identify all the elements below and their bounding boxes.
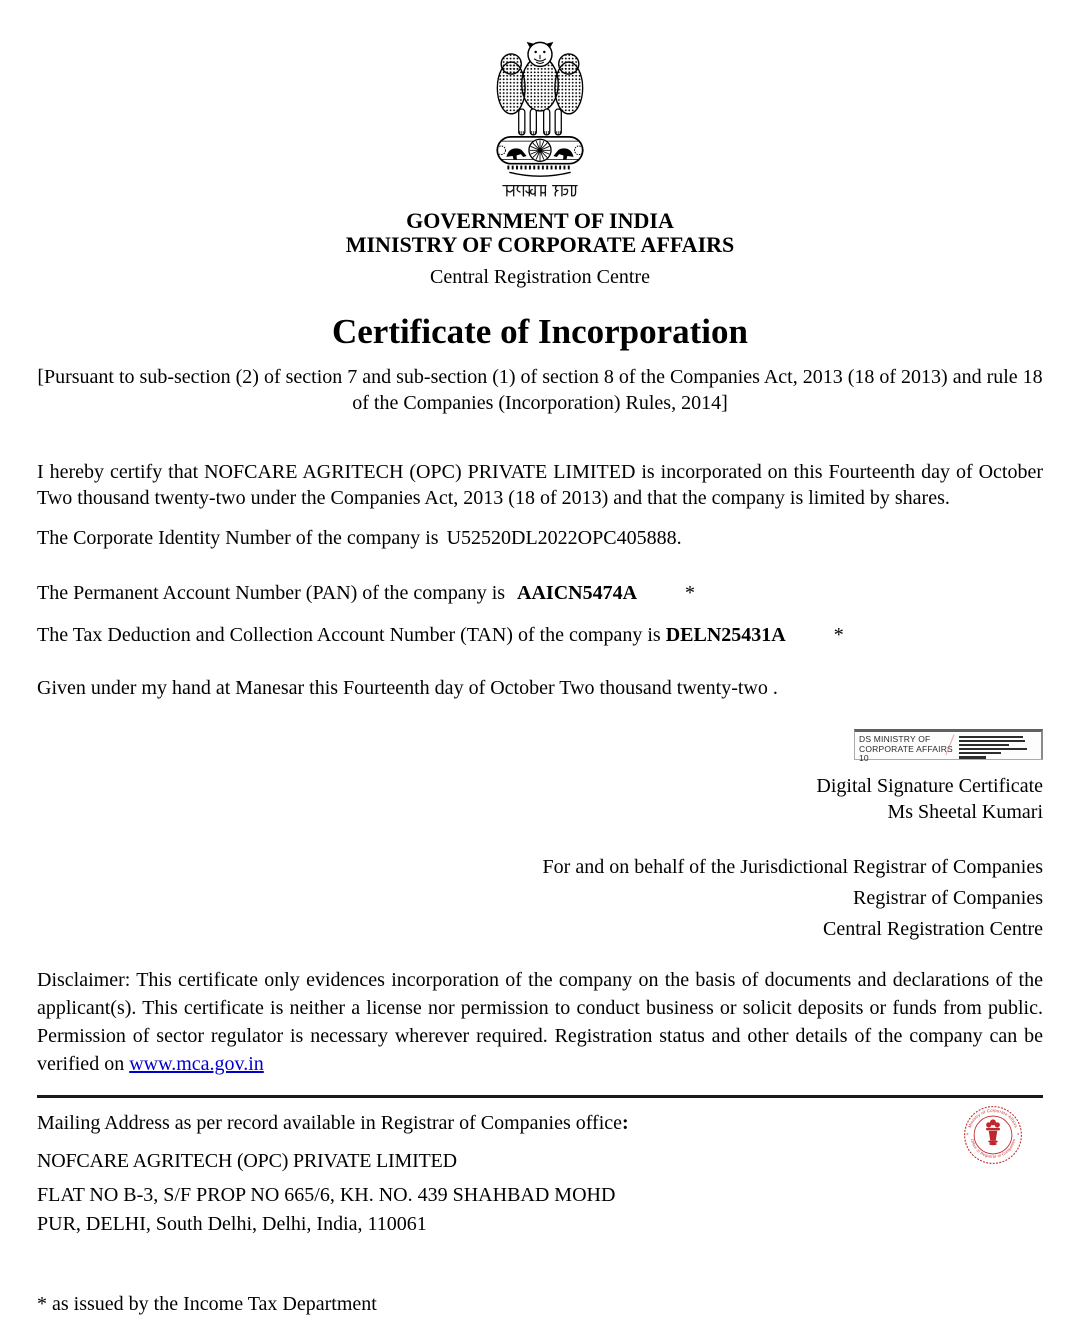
mailing-address-heading: Mailing Address as per record available in Registrar of Companies office: bbox=[37, 1112, 629, 1134]
seal-star-right: * bbox=[1016, 1133, 1020, 1139]
pan-label: The Permanent Account Number (PAN) of the company is bbox=[37, 581, 506, 604]
tan-line bbox=[37, 623, 1043, 649]
given-under-hand-line: Given under my hand at Manesar this Fourteenth day of October Two thousand twenty-two . bbox=[37, 676, 778, 699]
ds-box-fineprint bbox=[959, 732, 1041, 759]
mca-link[interactable]: www.mca.gov.in bbox=[129, 1053, 264, 1075]
certify-paragraph: I hereby certify that NOFCARE AGRITECH (OPC) PRIVATE LIMITED is incorporated on this Fourteenth day of October Two thousand twenty-two under the Companies Act, 2013 (18 of 2013) and that the company is limited by shares. bbox=[37, 461, 1043, 509]
company-name: NOFCARE AGRITECH (OPC) PRIVATE LIMITED bbox=[37, 1150, 457, 1172]
pan-value: AAICN5474A bbox=[517, 581, 638, 604]
cin-value: U52520DL2022OPC405888. bbox=[446, 527, 682, 549]
ministry-heading: MINISTRY OF CORPORATE AFFAIRS bbox=[345, 232, 735, 257]
heading-colon: : bbox=[622, 1112, 629, 1134]
signer-name: Ms Sheetal Kumari bbox=[887, 801, 1043, 823]
registrar-of-companies-line: Registrar of Companies bbox=[853, 887, 1043, 909]
ds-box-label: DS MINISTRY OF CORPORATE AFFAIRS 10 bbox=[859, 734, 953, 763]
footnote-text: as issued by the Income Tax Department bbox=[47, 1293, 377, 1315]
emblem-of-india-icon bbox=[492, 40, 588, 180]
section-divider bbox=[37, 1095, 1043, 1098]
satyameva-jayate-motto bbox=[502, 183, 578, 199]
footnote-asterisk: * bbox=[37, 1293, 47, 1315]
address-line-1: FLAT NO B-3, S/F PROP NO 665/6, KH. NO. 439 SHAHBAD MOHD bbox=[37, 1184, 616, 1206]
tan-asterisk: * bbox=[833, 624, 844, 646]
seal-bottom-text: Office of Registrar of Companies bbox=[969, 1138, 1017, 1159]
digital-signature-box bbox=[854, 729, 1043, 763]
digital-signature-certificate-label: Digital Signature Certificate bbox=[816, 775, 1043, 797]
on-behalf-line: For and on behalf of the Jurisdictional Registrar of Companies bbox=[542, 856, 1043, 878]
address-line-2: PUR, DELHI, South Delhi, Delhi, India, 110061 bbox=[37, 1213, 427, 1235]
cin-line bbox=[37, 526, 1043, 552]
disclaimer-text: Disclaimer: This certificate only evidences incorporation of the company on the basis of documents and declarations of the applicant(s). This certificate is neither a license nor permission to conduct business or solicit deposits or funds from public. Permission of sector regulator is necessary wherever required. Registration status and other details of the company can be verified on bbox=[37, 969, 1043, 1075]
tan-label: The Tax Deduction and Collection Account Number (TAN) of the company is bbox=[37, 624, 661, 646]
tan-value: DELN25431A bbox=[665, 624, 786, 646]
seal-top-text: Ministry of Corporate Affairs bbox=[967, 1107, 1019, 1129]
certificate-title: Certificate of Incorporation bbox=[332, 312, 748, 351]
footnote bbox=[37, 1292, 1043, 1317]
cin-label: The Corporate Identity Number of the company is bbox=[37, 527, 439, 549]
pan-line bbox=[37, 581, 1043, 607]
crc-line: Central Registration Centre bbox=[823, 918, 1043, 940]
pan-asterisk: * bbox=[685, 581, 696, 604]
pursuant-subtitle: [Pursuant to sub-section (2) of section 7 and sub-section (1) of section 8 of the Companies Act, 2013 (18 of 2013) and rule 18 of the Companies (Incorporation) Rules, 2014] bbox=[37, 366, 1043, 414]
disclaimer-paragraph bbox=[37, 966, 1043, 1078]
header-emblem-block bbox=[37, 40, 1043, 199]
central-registration-centre-heading: Central Registration Centre bbox=[430, 266, 650, 288]
seal-star-left: * bbox=[966, 1133, 969, 1139]
roc-seal bbox=[962, 1104, 1024, 1166]
seal-pillar-icon bbox=[986, 1119, 1000, 1145]
government-of-india-heading: GOVERNMENT OF INDIA bbox=[406, 208, 674, 233]
